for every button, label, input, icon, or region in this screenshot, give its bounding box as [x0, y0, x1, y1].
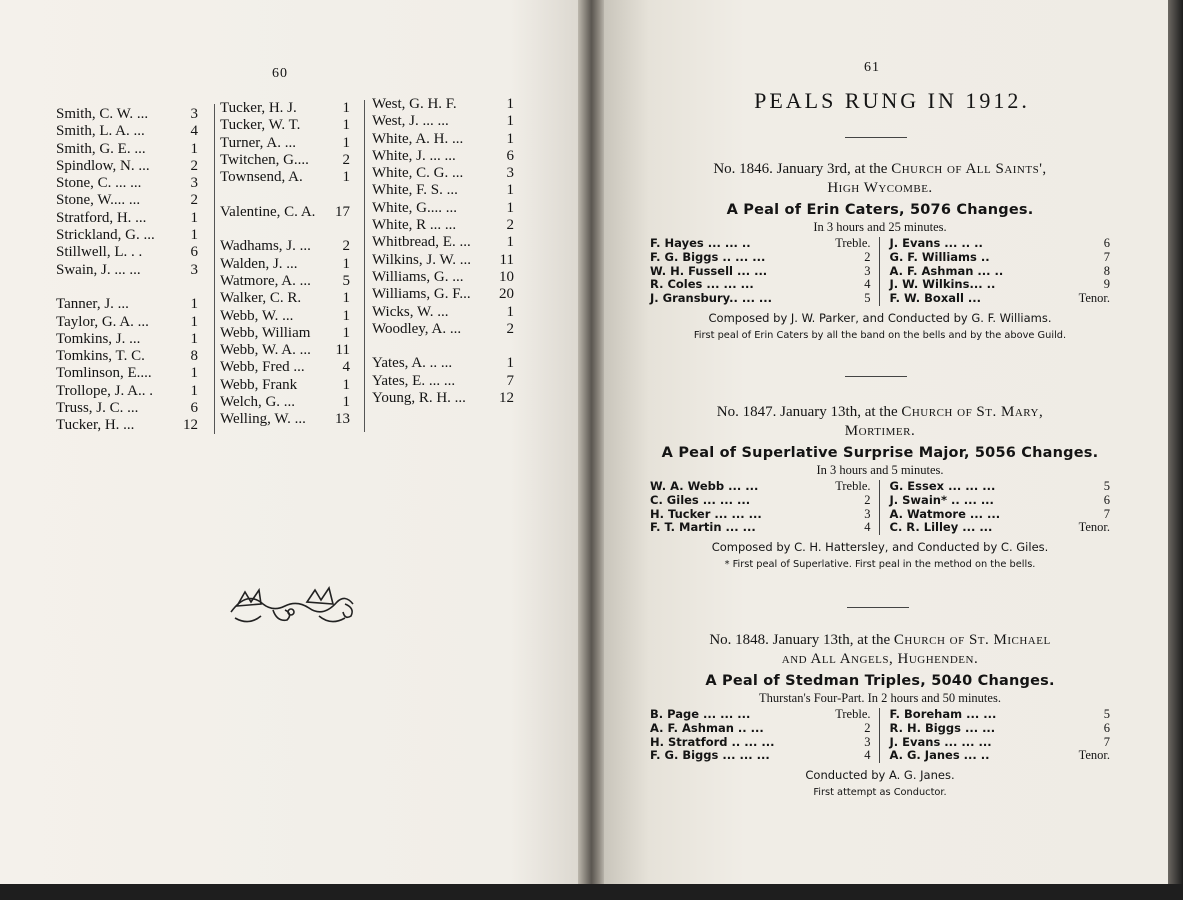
- ringer-row: [650, 708, 871, 722]
- index-entry: [220, 221, 350, 238]
- ringer-name: White, F. S. ...: [372, 182, 458, 199]
- peal-count: 11: [335, 342, 350, 359]
- ringer-name: Wicks, W. ...: [372, 303, 449, 320]
- ringer-name: Yates, A. .. ...: [372, 355, 453, 372]
- ringer-name: Swain, J. ... ...: [56, 261, 141, 278]
- peal-count: 1: [342, 117, 350, 134]
- bell-number: Treble.: [835, 236, 871, 250]
- peal-count: 1: [506, 182, 514, 199]
- peal-count: 1: [506, 355, 514, 372]
- composed-conducted: Conducted by A. G. Janes.: [805, 768, 955, 783]
- index-entry: [372, 286, 514, 303]
- ringer-name: A. F. Ashman .. ...: [650, 720, 764, 735]
- index-entry: [372, 390, 514, 407]
- ringer-name: Walker, C. R.: [220, 290, 302, 307]
- index-entry: [220, 273, 350, 290]
- ringer-name: Tomlinson, E....: [56, 365, 152, 382]
- peal-count: 1: [342, 290, 350, 307]
- index-entry: [56, 279, 198, 296]
- page-edge: [1168, 0, 1183, 900]
- peal-count: 12: [499, 390, 514, 407]
- section-separator: [845, 137, 907, 138]
- ringer-name: White, C. G. ...: [372, 165, 464, 182]
- peal-count: 4: [342, 359, 350, 376]
- peal-count: 1: [506, 234, 514, 251]
- peal-count: [500, 338, 514, 355]
- peal-duration: Thurstan's Four-Part. In 2 hours and 50 minutes.: [759, 691, 1001, 705]
- index-entry: [220, 325, 350, 342]
- peal-count: 5: [342, 272, 350, 289]
- peal-count: 13: [335, 411, 350, 428]
- church-name: Church of St. Michael: [893, 632, 1051, 648]
- church-location: High Wycombe.: [827, 180, 933, 196]
- bell-number: 5: [864, 291, 871, 306]
- peal-heading: [650, 160, 1110, 198]
- peal-date: No. 1847. January 13th, at the: [716, 404, 902, 420]
- index-entry: [220, 342, 350, 359]
- ringer-name: A. G. Janes ... ..: [889, 748, 990, 763]
- bell-number: 6: [1103, 492, 1110, 507]
- peal-count: 1: [506, 303, 514, 320]
- ringer-name: Webb, William: [220, 324, 311, 341]
- ringer-name: Tucker, H. J.: [220, 100, 297, 116]
- index-column-2: [220, 100, 350, 429]
- ringer-name: J. Gransbury.. ... ...: [650, 291, 773, 306]
- ringer-name: Strickland, G. ...: [56, 227, 155, 244]
- index-entry: [372, 234, 514, 251]
- index-entry: [56, 141, 198, 158]
- peal-count: [184, 279, 198, 296]
- index-entry: [56, 192, 198, 209]
- index-entry: [372, 355, 514, 372]
- ringer-row: [650, 480, 871, 494]
- ringer-row: [890, 480, 1111, 494]
- church-location: Mortimer.: [844, 423, 916, 439]
- peal-count: 11: [499, 251, 514, 268]
- ringer-name: White, J. ... ...: [372, 147, 456, 164]
- ringer-table: [650, 708, 1110, 763]
- ringer-row: [890, 521, 1111, 535]
- peal-title: A Peal of Stedman Triples, 5040 Changes.: [705, 673, 1055, 689]
- peal-count: 1: [342, 307, 350, 324]
- peal-count: 2: [506, 217, 514, 234]
- church-name: Church of St. Mary,: [901, 404, 1044, 420]
- ringer-name: Tanner, J. ...: [56, 296, 129, 313]
- ringer-name: C. Giles ... ... ...: [650, 492, 751, 507]
- ringer-name: R. H. Biggs ... ...: [889, 720, 996, 735]
- ringer-name: Webb, Fred ...: [220, 359, 305, 376]
- ringer-name: Woodley, A. ...: [372, 320, 462, 337]
- peal-count: 1: [342, 100, 350, 116]
- peal-count: 1: [506, 130, 514, 147]
- ringer-name: Stillwell, L. . .: [56, 244, 143, 261]
- church-name: Church of All Saints',: [891, 161, 1047, 177]
- ringer-table: [650, 237, 1110, 306]
- ringer-name: A. Watmore ... ...: [889, 506, 1001, 521]
- ringer-name: H. Tucker ... ... ...: [650, 506, 762, 521]
- page-title: PEALS RUNG IN 1912.: [754, 88, 1030, 113]
- index-column-1: [56, 106, 198, 435]
- peal-heading: [650, 403, 1110, 441]
- ringer-row: [890, 508, 1111, 522]
- peal-count: 17: [335, 203, 350, 220]
- peal-count: 1: [190, 296, 198, 313]
- peal-title: A Peal of Erin Caters, 5076 Changes.: [726, 202, 1034, 218]
- ringer-name: White, G.... ...: [372, 199, 457, 216]
- ringer-name: White, A. H. ...: [372, 130, 464, 147]
- bell-number: 3: [864, 506, 871, 521]
- ringer-name: Truss, J. C. ...: [56, 400, 139, 417]
- peal-record-1847: [650, 403, 1110, 570]
- index-entry: [56, 331, 198, 348]
- ringer-name: Williams, G. F...: [372, 286, 471, 303]
- ringer-name: Tucker, H. ...: [56, 417, 135, 434]
- ringer-name: F. T. Martin ... ...: [650, 520, 756, 535]
- peal-count: 1: [342, 134, 350, 151]
- index-entry: [372, 148, 514, 165]
- ringer-name: A. F. Ashman ... ..: [889, 263, 1004, 278]
- ringer-name: W. A. Webb ... ...: [650, 479, 759, 493]
- index-column-3: [372, 96, 514, 407]
- index-entry: [220, 308, 350, 325]
- peal-count: 1: [190, 227, 198, 244]
- bell-number: 4: [864, 748, 871, 763]
- index-entry: [220, 377, 350, 394]
- ringer-row: [650, 736, 871, 750]
- index-entry: [220, 135, 350, 152]
- ringer-name: Turner, A. ...: [220, 134, 296, 151]
- bell-number: 2: [864, 249, 871, 264]
- ringer-row: [650, 508, 871, 522]
- ringer-row: [890, 494, 1111, 508]
- index-entry: [56, 262, 198, 279]
- peal-record-1846: [650, 160, 1110, 341]
- ringer-name: Welch, G. ...: [220, 394, 296, 411]
- index-entry: [220, 359, 350, 376]
- column-rule: [214, 104, 215, 434]
- index-entry: [56, 175, 198, 192]
- index-entry: [372, 217, 514, 234]
- ringer-row: [650, 521, 871, 535]
- ringer-name: Twitchen, G....: [220, 151, 309, 168]
- index-entry: [372, 252, 514, 269]
- peal-count: 3: [506, 165, 514, 182]
- bell-number: Treble.: [835, 479, 871, 493]
- bell-number: 2: [864, 720, 871, 735]
- index-entry: [220, 394, 350, 411]
- ringer-name: F. G. Biggs .. ... ...: [650, 249, 766, 264]
- peal-count: 1: [190, 330, 198, 347]
- peal-heading: [650, 631, 1110, 669]
- ringer-name: C. R. Lilley ... ...: [889, 520, 993, 535]
- church-location: and All Angels, Hughenden.: [781, 651, 979, 667]
- ringer-name: [372, 338, 500, 355]
- section-separator: [845, 376, 907, 377]
- left-page-number: 60: [272, 66, 288, 81]
- peal-count: [336, 186, 350, 203]
- ringer-name: W. H. Fussell ... ...: [650, 263, 768, 278]
- ringer-row: [650, 494, 871, 508]
- bell-number: 7: [1103, 506, 1110, 521]
- peal-count: 1: [190, 365, 198, 382]
- ringer-row: [890, 749, 1111, 763]
- ringer-name: J. Evans ... .. ..: [889, 236, 983, 250]
- ringer-row: [650, 251, 871, 265]
- ringer-name: R. Coles ... ... ...: [650, 277, 754, 292]
- ringer-name: Townsend, A.: [220, 169, 303, 186]
- index-entry: [56, 106, 198, 123]
- index-entry: [56, 365, 198, 382]
- bell-number: 6: [1103, 236, 1110, 250]
- bottom-shadow: [0, 884, 1183, 900]
- ringer-name: Webb, W. ...: [220, 307, 294, 324]
- ringer-name: Stone, W.... ...: [56, 192, 141, 209]
- ringer-name: Tomkins, J. ...: [56, 330, 141, 347]
- index-entry: [372, 338, 514, 355]
- peal-count: 4: [190, 123, 198, 140]
- index-entry: [372, 131, 514, 148]
- bell-number: 3: [864, 734, 871, 749]
- ringer-row: [890, 251, 1111, 265]
- peal-count: 6: [190, 400, 198, 417]
- bell-number: 9: [1103, 277, 1110, 292]
- peal-count: 3: [190, 261, 198, 278]
- ringer-row: [890, 237, 1111, 251]
- ringer-name: Whitbread, E. ...: [372, 234, 471, 251]
- ringer-column-left: [650, 237, 880, 306]
- ringer-name: Tucker, W. T.: [220, 117, 301, 134]
- peal-count: 1: [190, 313, 198, 330]
- peal-count: 1: [342, 255, 350, 272]
- ringer-table: [650, 480, 1110, 535]
- index-entry: [220, 186, 350, 203]
- ringer-name: F. Boreham ... ...: [889, 707, 997, 721]
- peal-count: 7: [506, 372, 514, 389]
- ringer-name: Walden, J. ...: [220, 255, 298, 272]
- ringer-name: Webb, Frank: [220, 376, 298, 393]
- bell-number: 7: [1103, 249, 1110, 264]
- index-entry: [372, 182, 514, 199]
- peal-count: 20: [499, 286, 514, 303]
- ringer-row: [890, 722, 1111, 736]
- ringer-name: [220, 186, 336, 203]
- peal-count: 2: [506, 320, 514, 337]
- index-entry: [372, 96, 514, 113]
- ringer-name: Webb, W. A. ...: [220, 342, 311, 359]
- bell-number: 4: [864, 520, 871, 535]
- ringer-name: Stone, C. ... ...: [56, 175, 142, 192]
- index-entry: [372, 321, 514, 338]
- ringer-name: Watmore, A. ...: [220, 272, 311, 289]
- ringer-name: J. Swain* .. ... ...: [889, 492, 994, 507]
- peal-count: 12: [183, 417, 198, 434]
- ringer-name: F. G. Biggs ... ... ...: [650, 748, 770, 763]
- index-entry: [220, 204, 350, 221]
- peal-title: A Peal of Superlative Surprise Major, 5056 Changes.: [661, 445, 1099, 461]
- peal-count: 1: [506, 96, 514, 112]
- peal-count: 3: [190, 106, 198, 122]
- ringer-row: [650, 265, 871, 279]
- index-entry: [56, 417, 198, 434]
- ringer-row: [890, 736, 1111, 750]
- bell-number: 6: [1103, 720, 1110, 735]
- peal-count: 1: [342, 324, 350, 341]
- index-entry: [220, 290, 350, 307]
- section-separator: [847, 607, 909, 608]
- peal-count: 2: [190, 192, 198, 209]
- peal-note: * First peal of Superlative. First peal in the method on the bells.: [724, 559, 1036, 571]
- peal-count: 10: [499, 268, 514, 285]
- column-rule: [364, 100, 365, 432]
- ringer-name: Smith, C. W. ...: [56, 106, 149, 122]
- ringer-column-right: [880, 708, 1111, 763]
- peal-count: 2: [190, 157, 198, 174]
- index-entry: [372, 269, 514, 286]
- index-entry: [56, 383, 198, 400]
- index-entry: [220, 152, 350, 169]
- ringer-row: [650, 749, 871, 763]
- index-entry: [372, 165, 514, 182]
- index-entry: [56, 227, 198, 244]
- ringer-name: Yates, E. ... ...: [372, 372, 456, 389]
- index-entry: [220, 117, 350, 134]
- bell-number: 8: [1103, 263, 1110, 278]
- ringer-row: [890, 292, 1111, 306]
- ringer-name: Smith, G. E. ...: [56, 140, 146, 157]
- peal-count: 1: [190, 140, 198, 157]
- peal-count: 1: [342, 376, 350, 393]
- index-entry: [220, 169, 350, 186]
- floral-ornament-icon: [227, 582, 357, 633]
- index-entry: [220, 238, 350, 255]
- index-entry: [56, 400, 198, 417]
- peal-count: 1: [190, 209, 198, 226]
- ringer-name: Valentine, C. A.: [220, 203, 316, 220]
- ringer-name: Taylor, G. A. ...: [56, 313, 149, 330]
- ringer-name: [220, 221, 336, 238]
- ringer-name: F. W. Boxall ...: [889, 291, 981, 306]
- ringer-name: Young, R. H. ...: [372, 390, 466, 407]
- ringer-name: Tomkins, T. C.: [56, 348, 145, 365]
- ringer-name: Williams, G. ...: [372, 268, 464, 285]
- bell-number: Tenor.: [1078, 748, 1110, 763]
- bell-number: 2: [864, 492, 871, 507]
- right-page-number: 61: [864, 60, 880, 75]
- bell-number: Tenor.: [1078, 520, 1110, 535]
- peal-count: 3: [190, 175, 198, 192]
- index-entry: [56, 158, 198, 175]
- bell-number: 4: [864, 277, 871, 292]
- peal-count: 6: [190, 244, 198, 261]
- ringer-name: J. W. Wilkins... ..: [889, 277, 996, 292]
- ringer-name: H. Stratford .. ... ...: [650, 734, 775, 749]
- peal-count: 1: [342, 169, 350, 186]
- ringer-column-left: [650, 708, 880, 763]
- ringer-name: G. Essex ... ... ...: [889, 479, 996, 493]
- ringer-name: G. F. Williams ..: [889, 249, 990, 264]
- composed-conducted: Composed by C. H. Hattersley, and Conducted by C. Giles.: [711, 540, 1049, 555]
- bell-number: 3: [864, 263, 871, 278]
- index-entry: [56, 348, 198, 365]
- index-entry: [372, 113, 514, 130]
- ringer-row: [650, 237, 871, 251]
- index-entry: [56, 123, 198, 140]
- peal-count: 1: [506, 113, 514, 130]
- ringer-name: West, G. H. F.: [372, 96, 457, 112]
- index-entry: [56, 314, 198, 331]
- index-entry: [56, 244, 198, 261]
- ringer-row: [650, 292, 871, 306]
- index-entry: [56, 210, 198, 227]
- ringer-row: [890, 265, 1111, 279]
- ringer-name: Trollope, J. A.. .: [56, 382, 153, 399]
- ringer-column-right: [880, 237, 1111, 306]
- index-entry: [56, 296, 198, 313]
- peal-record-1848: [650, 631, 1110, 798]
- ringer-name: White, R ... ...: [372, 217, 457, 234]
- ringer-name: B. Page ... ... ...: [650, 707, 751, 721]
- ringer-name: F. Hayes ... ... ..: [650, 236, 751, 250]
- peal-count: [336, 221, 350, 238]
- index-entry: [372, 304, 514, 321]
- index-entry: [372, 373, 514, 390]
- index-entry: [220, 411, 350, 428]
- index-entry: [372, 200, 514, 217]
- peal-date: No. 1848. January 13th, at the: [709, 632, 894, 648]
- peal-count: 6: [506, 147, 514, 164]
- ringer-column-right: [880, 480, 1111, 535]
- bell-number: Treble.: [835, 707, 871, 721]
- peal-count: 1: [506, 199, 514, 216]
- ringer-name: Spindlow, N. ...: [56, 157, 150, 174]
- peal-count: 1: [190, 382, 198, 399]
- bell-number: 5: [1103, 707, 1110, 721]
- index-entry: [220, 100, 350, 117]
- ringer-name: J. Evans ... ... ...: [889, 734, 992, 749]
- index-entry: [220, 256, 350, 273]
- bell-number: 5: [1103, 479, 1110, 493]
- ringer-row: [890, 278, 1111, 292]
- ringer-name: Wilkins, J. W. ...: [372, 251, 471, 268]
- peal-count: 2: [342, 151, 350, 168]
- peal-date: No. 1846. January 3rd, at the: [713, 161, 892, 177]
- ringer-name: West, J. ... ...: [372, 113, 449, 130]
- peal-duration: In 3 hours and 25 minutes.: [813, 220, 947, 234]
- peal-count: 2: [342, 238, 350, 255]
- peal-duration: In 3 hours and 5 minutes.: [816, 463, 944, 477]
- ringer-name: [56, 279, 184, 296]
- ringer-row: [890, 708, 1111, 722]
- ringer-column-left: [650, 480, 880, 535]
- bell-number: 7: [1103, 734, 1110, 749]
- bell-number: Tenor.: [1078, 291, 1110, 306]
- composed-conducted: Composed by J. W. Parker, and Conducted by G. F. Williams.: [708, 310, 1052, 325]
- ringer-row: [650, 278, 871, 292]
- ringer-name: Stratford, H. ...: [56, 209, 147, 226]
- ringer-name: Welling, W. ...: [220, 411, 306, 428]
- peal-count: 1: [342, 394, 350, 411]
- ringer-name: Smith, L. A. ...: [56, 123, 145, 140]
- peal-note: First attempt as Conductor.: [813, 787, 947, 799]
- ringer-name: Wadhams, J. ...: [220, 238, 311, 255]
- peal-count: 8: [190, 348, 198, 365]
- ringer-row: [650, 722, 871, 736]
- peal-note: First peal of Erin Caters by all the band on the bells and by the above Guild.: [693, 329, 1067, 341]
